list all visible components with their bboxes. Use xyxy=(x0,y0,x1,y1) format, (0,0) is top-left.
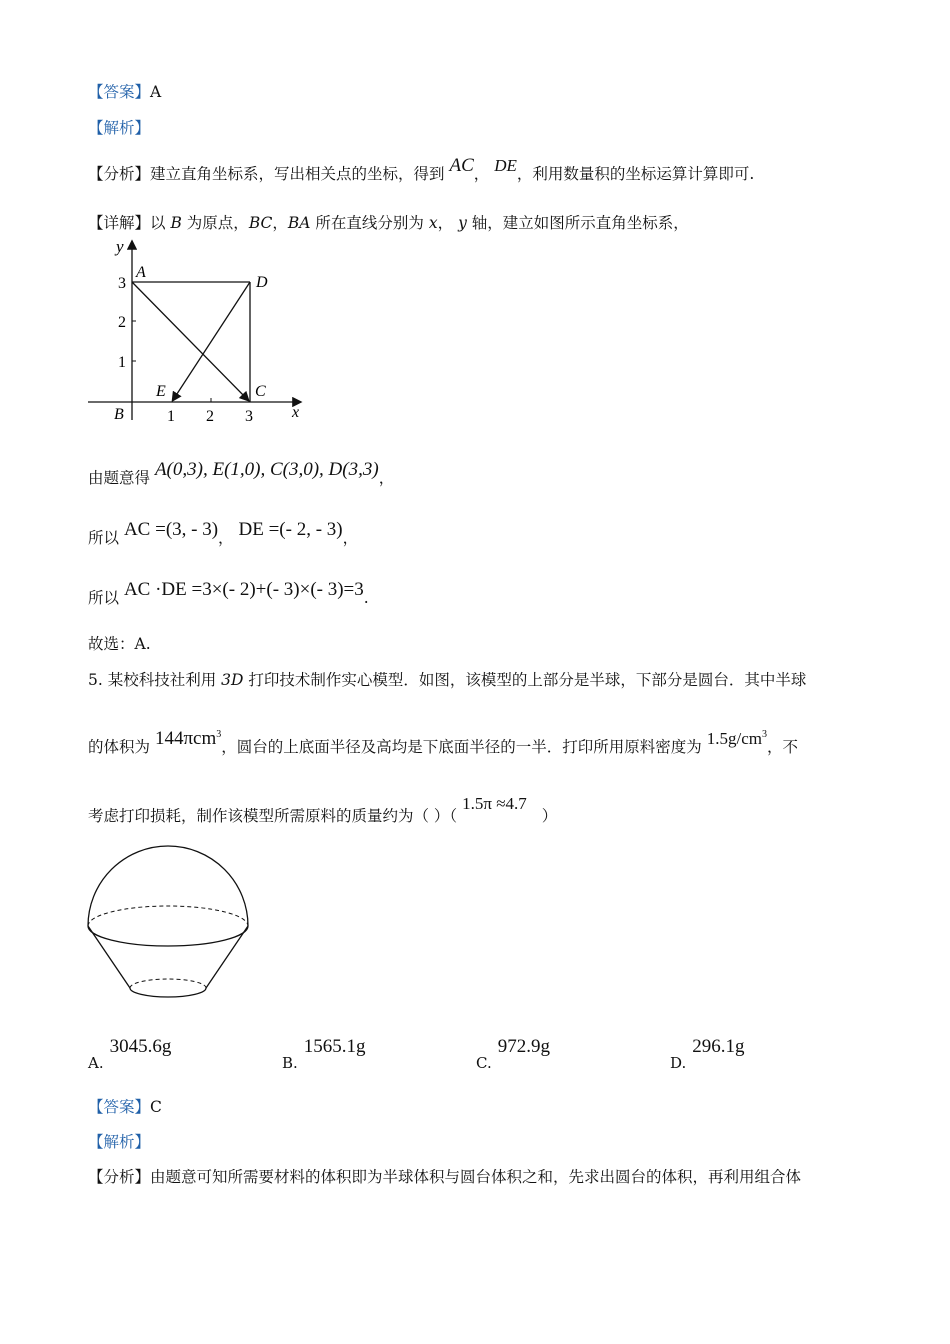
stem-text: ） xyxy=(541,807,558,825)
fenxi-text: 由题意可知所需要材料的体积即为半球体积与圆台体积之和，先求出圆台的体积，再利用组合体 xyxy=(150,1168,802,1186)
coordinates-math: A(0,3), E(1,0), C(3,0), D(3,3) xyxy=(154,459,379,480)
frustum-bottom-back xyxy=(130,979,206,988)
answer-value: C xyxy=(150,1098,162,1116)
axis-label-y: y xyxy=(116,238,124,256)
detail-text: 轴，建立如图所示直角坐标系， xyxy=(471,214,689,232)
hemisphere-arc xyxy=(88,846,248,926)
detail-text: 为原点， xyxy=(186,214,249,232)
vector-de-arrow xyxy=(173,282,250,400)
point-label-b: B xyxy=(114,406,124,423)
option-b[interactable] xyxy=(282,1036,366,1072)
detail-var-bc: BC xyxy=(248,214,273,232)
fenxi-line-q4 xyxy=(88,155,755,184)
y-tick-2: 2 xyxy=(118,314,126,331)
detail-text: ， xyxy=(272,214,288,232)
stem-text: 考虑打印损耗，制作该模型所需原料的质量约为（ ）（ xyxy=(88,807,458,825)
point-label-d: D xyxy=(256,274,268,291)
vector-ac-arrow xyxy=(132,282,248,400)
frustum-bottom-front xyxy=(130,988,206,997)
coordinates-line xyxy=(88,459,395,488)
separator: ， xyxy=(218,529,234,547)
detail-var-x: x xyxy=(428,214,438,232)
answer-value: A xyxy=(150,83,162,101)
y-tick-3: 3 xyxy=(118,275,126,292)
stem-text: ，圆台的上底面半径及高均是下底面半径的一半．打印所用原料密度为 xyxy=(221,738,702,756)
x-tick-2: 2 xyxy=(206,408,214,425)
coordinate-figure xyxy=(86,238,308,428)
option-value: 3045.6g xyxy=(109,1036,172,1057)
fenxi-tag: 【分析】 xyxy=(88,165,151,183)
frustum-left-edge xyxy=(88,926,130,988)
vector-ac-coords: AC =(3, - 3) xyxy=(123,519,219,540)
answer-tag: 【答案】 xyxy=(88,83,151,101)
line-prefix: 由题意得 xyxy=(88,469,151,487)
option-value: 1565.1g xyxy=(303,1036,366,1057)
approx-math: 1.5π ≈4.7 xyxy=(462,794,527,813)
answer-tag: 【答案】 xyxy=(88,1098,151,1116)
analysis-tag: 【解析】 xyxy=(88,1133,151,1151)
option-c[interactable] xyxy=(476,1036,550,1072)
q5-stem-line-1 xyxy=(88,670,806,690)
model-figure xyxy=(86,842,252,1002)
option-label: D. xyxy=(670,1054,687,1072)
detail-var-b: B xyxy=(170,214,182,232)
stem-3d: 3D xyxy=(221,671,244,689)
separator: ， xyxy=(473,165,490,183)
detail-tag: 【详解】 xyxy=(88,214,151,232)
line-prefix: 所以 xyxy=(88,589,120,607)
line-prefix: 所以 xyxy=(88,529,120,547)
point-label-c: C xyxy=(255,383,266,400)
option-d[interactable] xyxy=(670,1036,745,1072)
y-tick-1: 1 xyxy=(118,354,126,371)
vector-de: DE xyxy=(494,156,517,175)
stem-text: ，不 xyxy=(766,738,798,756)
vector-ac: AC xyxy=(449,155,474,176)
fenxi-text-end: ，利用数量积的坐标运算计算即可. xyxy=(516,165,755,183)
line-suffix: ， xyxy=(342,529,359,547)
q5-stem-line-2 xyxy=(88,728,798,757)
axis-label-x: x xyxy=(292,404,300,421)
fenxi-tag: 【分析】 xyxy=(88,1168,151,1186)
density-math: $1.5g/cm^3$ xyxy=(706,729,767,748)
stem-text: 5. 某校科技社利用 xyxy=(88,671,217,689)
fenxi-text: 建立直角坐标系，写出相关点的坐标，得到 xyxy=(150,165,445,183)
hemisphere-base-front xyxy=(88,926,248,946)
answer-line-q5 xyxy=(88,1097,162,1117)
option-label: C. xyxy=(476,1054,492,1072)
volume-math: 144πcm$^3$ xyxy=(154,728,222,749)
analysis-tag: 【解析】 xyxy=(88,119,151,137)
fenxi-line-q5 xyxy=(88,1167,801,1187)
point-label-e: E xyxy=(156,383,166,400)
vectors-line xyxy=(88,519,359,548)
detail-var-ba: BA xyxy=(287,214,311,232)
option-label: B. xyxy=(282,1054,298,1072)
conclusion-q4: 故选：A. xyxy=(88,635,151,653)
vector-de-coords: DE =(- 2, - 3) xyxy=(238,519,343,540)
detail-var-y: y xyxy=(458,214,467,232)
point-label-a: A xyxy=(136,264,146,281)
detail-text: 以 xyxy=(150,214,166,232)
answer-line-q4 xyxy=(88,82,161,102)
detail-line-q4 xyxy=(88,213,689,233)
option-value: 296.1g xyxy=(692,1036,745,1057)
hemisphere-base-back xyxy=(88,906,248,926)
stem-text: 打印技术制作实心模型．如图，该模型的上部分是半球，下部分是圆台．其中半球 xyxy=(248,671,807,689)
x-tick-3: 3 xyxy=(245,408,253,425)
frustum-right-edge xyxy=(206,926,248,988)
option-label: A. xyxy=(88,1054,104,1072)
stem-text: 的体积为 xyxy=(88,738,151,756)
dot-product-math: AC ·DE =3×(- 2)+(- 3)×(- 3)=3 xyxy=(123,579,364,600)
option-value: 972.9g xyxy=(497,1036,550,1057)
detail-text: ， xyxy=(437,214,454,232)
option-a[interactable] xyxy=(88,1036,172,1072)
line-suffix: . xyxy=(363,589,369,607)
line-suffix: ， xyxy=(378,469,395,487)
detail-text: 所在直线分别为 xyxy=(315,214,424,232)
x-tick-1: 1 xyxy=(167,408,175,425)
q5-stem-line-3 xyxy=(88,794,558,826)
dot-product-line xyxy=(88,579,369,608)
